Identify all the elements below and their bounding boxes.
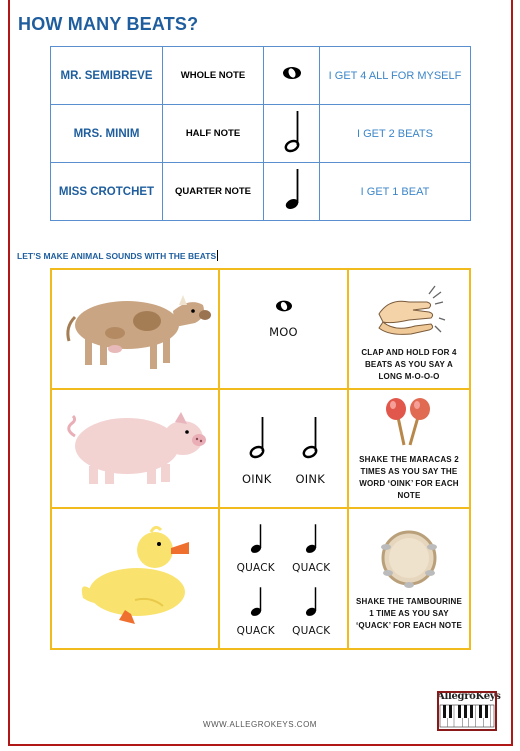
instruction-text: CLAP AND HOLD FOR 4 BEATS AS YOU SAY A LONG M-O-O-O (361, 347, 457, 381)
note-beats-table (50, 46, 471, 221)
quarter-note-icon (246, 584, 266, 620)
text-cursor (217, 250, 218, 261)
quarter-note-icon (264, 163, 320, 221)
table-row (51, 269, 470, 389)
instruction-text: SHAKE THE TAMBOURINE 1 TIME AS YOU SAY ‘QUACK’ FOR EACH NOTE (355, 597, 463, 630)
table-row (51, 163, 471, 221)
half-note-icon (298, 411, 322, 463)
whole-note-icon (264, 47, 320, 105)
quarter-note-icon (301, 521, 321, 557)
note-name: MRS. MINIM (51, 105, 163, 163)
table-row (51, 389, 470, 508)
half-note-icon (245, 411, 269, 463)
sound-label: OINK (295, 472, 325, 486)
note-beats: I GET 1 BEAT (320, 163, 471, 221)
tambourine-instruction-cell (348, 508, 470, 649)
half-note-icon (264, 105, 320, 163)
tambourine-icon (372, 525, 446, 591)
subheading-text: LET’S MAKE ANIMAL SOUNDS WITH THE BEATS (17, 251, 217, 261)
sound-label: QUACK (236, 561, 275, 574)
pig-image (51, 389, 219, 508)
sound-label: OINK (242, 472, 272, 486)
note-beats: I GET 2 BEATS (320, 105, 471, 163)
sound-label: QUACK (292, 561, 331, 574)
clap-instruction-cell (348, 269, 470, 389)
note-name: MISS CROTCHET (51, 163, 163, 221)
quack-cell (219, 508, 348, 649)
whole-note-icon (273, 298, 295, 314)
logo-text: AllegroKeys (437, 691, 501, 702)
table-row (51, 47, 471, 105)
animal-sounds-heading (17, 250, 218, 261)
note-name: MR. SEMIBREVE (51, 47, 163, 105)
sound-label: MOO (269, 324, 298, 339)
oink-cell (219, 389, 348, 508)
note-type: QUARTER NOTE (163, 163, 264, 221)
note-type: HALF NOTE (163, 105, 264, 163)
footer-website: WWW.ALLEGROKEYS.COM (203, 720, 317, 729)
maracas-instruction-cell (348, 389, 470, 508)
cow-image (51, 269, 219, 389)
animal-sounds-grid (50, 268, 471, 650)
moo-cell (219, 269, 348, 389)
note-type: WHOLE NOTE (163, 47, 264, 105)
note-beats: I GET 4 ALL FOR MYSELF (320, 47, 471, 105)
sound-label: QUACK (236, 624, 275, 637)
instruction-text: SHAKE THE MARACAS 2 TIMES AS YOU SAY THE WORD ‘OINK’ FOR EACH NOTE (359, 455, 459, 500)
quarter-note-icon (246, 521, 266, 557)
maracas-icon (374, 395, 444, 449)
hands-clapping-icon (369, 276, 449, 342)
page-title: HOW MANY BEATS? (18, 14, 199, 34)
table-row (51, 508, 470, 649)
sound-label: QUACK (292, 624, 331, 637)
quarter-note-icon (301, 584, 321, 620)
duck-image (51, 508, 219, 649)
table-row (51, 105, 471, 163)
